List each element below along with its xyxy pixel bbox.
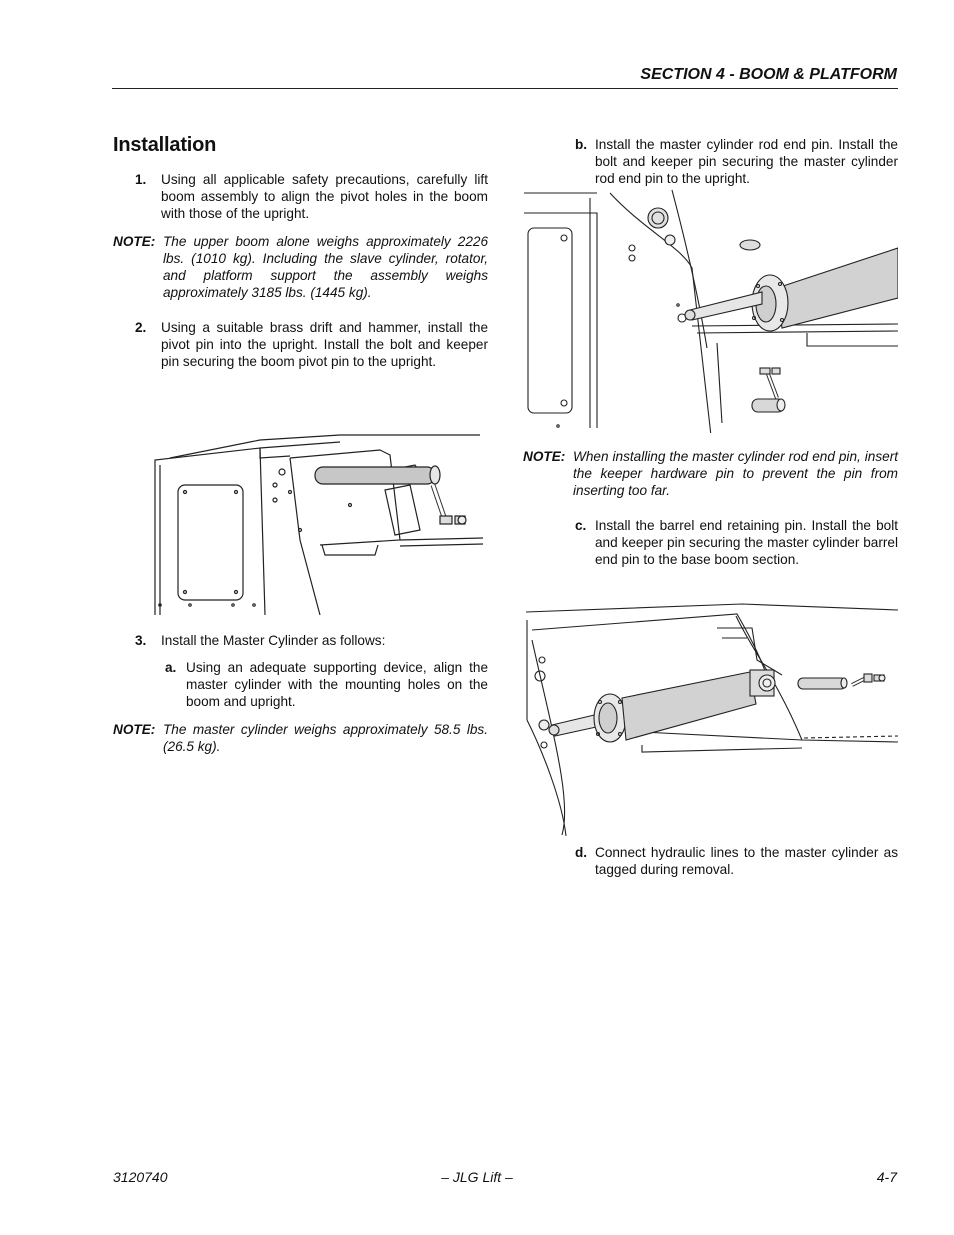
step-1-number: 1.: [135, 172, 147, 187]
note-2-label: NOTE:: [113, 722, 156, 737]
substep-d-text: Connect hydraulic lines to the master cylinder as tagged during removal.: [595, 845, 898, 877]
substep-c-text: Install the barrel end retaining pin. Install the bolt and keeper pin securing the master cylinder barrel end pin to the base boom section.: [595, 518, 898, 567]
section-header-title: SECTION 4 - BOOM & PLATFORM: [640, 66, 897, 83]
footer-page-number: 4-7: [876, 1169, 897, 1185]
substep-a-letter: a.: [165, 660, 177, 675]
header-rule: [112, 88, 898, 89]
footer-company: – JLG Lift –: [441, 1169, 513, 1185]
substep-a-text: Using an adequate supporting device, align the master cylinder with the mounting holes on the boom and upright.: [186, 660, 488, 709]
figure-rod-end-pin: [522, 188, 898, 433]
note-3-label: NOTE:: [523, 449, 566, 464]
step-3-number: 3.: [135, 633, 147, 648]
step-1-text: Using all applicable safety precautions, carefully lift boom assembly to align the pivot holes in the boom with those of the upright.: [161, 172, 488, 221]
step-2-text: Using a suitable brass drift and hammer, install the pivot pin into the upright. Install the bolt and keeper pin securing the boom pivot pin to the upright.: [161, 320, 488, 369]
step-2-number: 2.: [135, 320, 147, 335]
footer-doc-number: 3120740: [113, 1169, 168, 1185]
note-2-text: The master cylinder weighs approximately 58.5 lbs. (26.5 kg).: [163, 722, 488, 754]
substep-c-letter: c.: [575, 518, 587, 533]
note-1-text: The upper boom alone weighs approximately 2226 lbs. (1010 kg). Including the slave cylinder, rotator, and platform support the assembly weighs approximately 3185 lbs. (1445 kg).: [163, 234, 488, 300]
figure-barrel-end-pin: [522, 600, 898, 838]
note-3-text: When installing the master cylinder rod end pin, insert the keeper hardware pin to prevent the pin from inserting too far.: [573, 449, 898, 498]
substep-b-letter: b.: [575, 137, 588, 152]
note-1-label: NOTE:: [113, 234, 156, 249]
figure-boom-pivot-pin: [150, 430, 486, 620]
substep-d-letter: d.: [575, 845, 588, 860]
substep-b-text: Install the master cylinder rod end pin. Install the bolt and keeper pin securing the master cylinder rod end pin to the upright.: [595, 137, 898, 186]
page-heading: Installation: [113, 134, 217, 156]
step-3-text: Install the Master Cylinder as follows:: [161, 633, 386, 648]
